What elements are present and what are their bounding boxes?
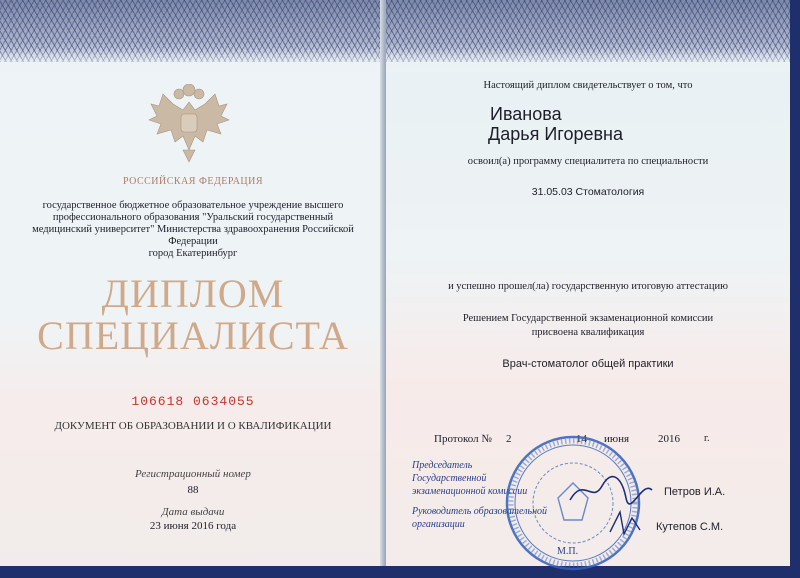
issue-date-label: Дата выдачи — [161, 506, 225, 518]
diploma-subtitle: СПЕЦИАЛИСТА — [37, 313, 349, 358]
serial-number: 106618 0634055 — [131, 394, 255, 409]
head-label: организации — [412, 519, 465, 530]
institution-line: профессионального образования "Уральский государственный — [52, 212, 334, 223]
qualification: Врач-стоматолог общей практики — [502, 358, 674, 370]
diploma-left-page — [0, 0, 386, 566]
commission-decision: Решением Государственной экзаменационной комиссии — [462, 313, 714, 324]
chair-label: экзаменационной комиссии — [412, 486, 528, 497]
protocol-day: 14 — [576, 433, 587, 445]
specialty: 31.05.03 Стоматология — [531, 186, 645, 198]
graduate-name: Дарья Игоревна — [488, 124, 623, 144]
intro-text: Настоящий диплом свидетельствует о том, что — [483, 80, 693, 91]
document-type: ДОКУМЕНТ ОБ ОБРАЗОВАНИИ И О КВАЛИФИКАЦИИ — [54, 420, 332, 432]
seal-place-label: М.П. — [557, 546, 579, 557]
protocol-suffix: г. — [704, 433, 710, 444]
institution-line: Федерации — [168, 236, 218, 247]
chair-name: Петров И.А. — [664, 486, 726, 498]
double-headed-eagle-emblem-icon — [143, 84, 235, 166]
head-name: Кутепов С.М. — [656, 521, 724, 533]
attestation-text: и успешно прошел(ла) государственную итоговую аттестацию — [448, 281, 728, 292]
diploma-title: ДИПЛОМ — [101, 271, 285, 316]
institution-line: медицинский университет" Министерства здравоохранения Российской — [32, 224, 354, 235]
head-signature-icon — [606, 508, 646, 538]
program-text: освоил(а) программу специалитета по специальности — [467, 156, 709, 167]
chair-signature-icon — [566, 470, 656, 510]
issue-date: 23 июня 2016 года — [149, 520, 237, 532]
protocol-number: 2 — [506, 433, 512, 445]
protocol-year: 2016 — [658, 433, 680, 445]
chair-label: Государственной — [412, 473, 487, 484]
chair-label: Председатель — [412, 460, 473, 471]
qualification-awarded-label: присвоена квалификация — [531, 327, 645, 338]
institution-line: государственное бюджетное образовательное учреждение высшего — [42, 200, 344, 211]
registration-label: Регистрационный номер — [135, 468, 251, 480]
graduate-surname: Иванова — [490, 104, 562, 124]
protocol-label: Протокол № — [434, 433, 492, 445]
protocol-month: июня — [604, 433, 630, 445]
head-label: Руководитель образовательной — [412, 506, 548, 517]
institution-city: город Екатеринбург — [148, 248, 238, 259]
registration-number: 88 — [187, 484, 199, 496]
country-label: РОССИЙСКАЯ ФЕДЕРАЦИЯ — [122, 176, 264, 187]
